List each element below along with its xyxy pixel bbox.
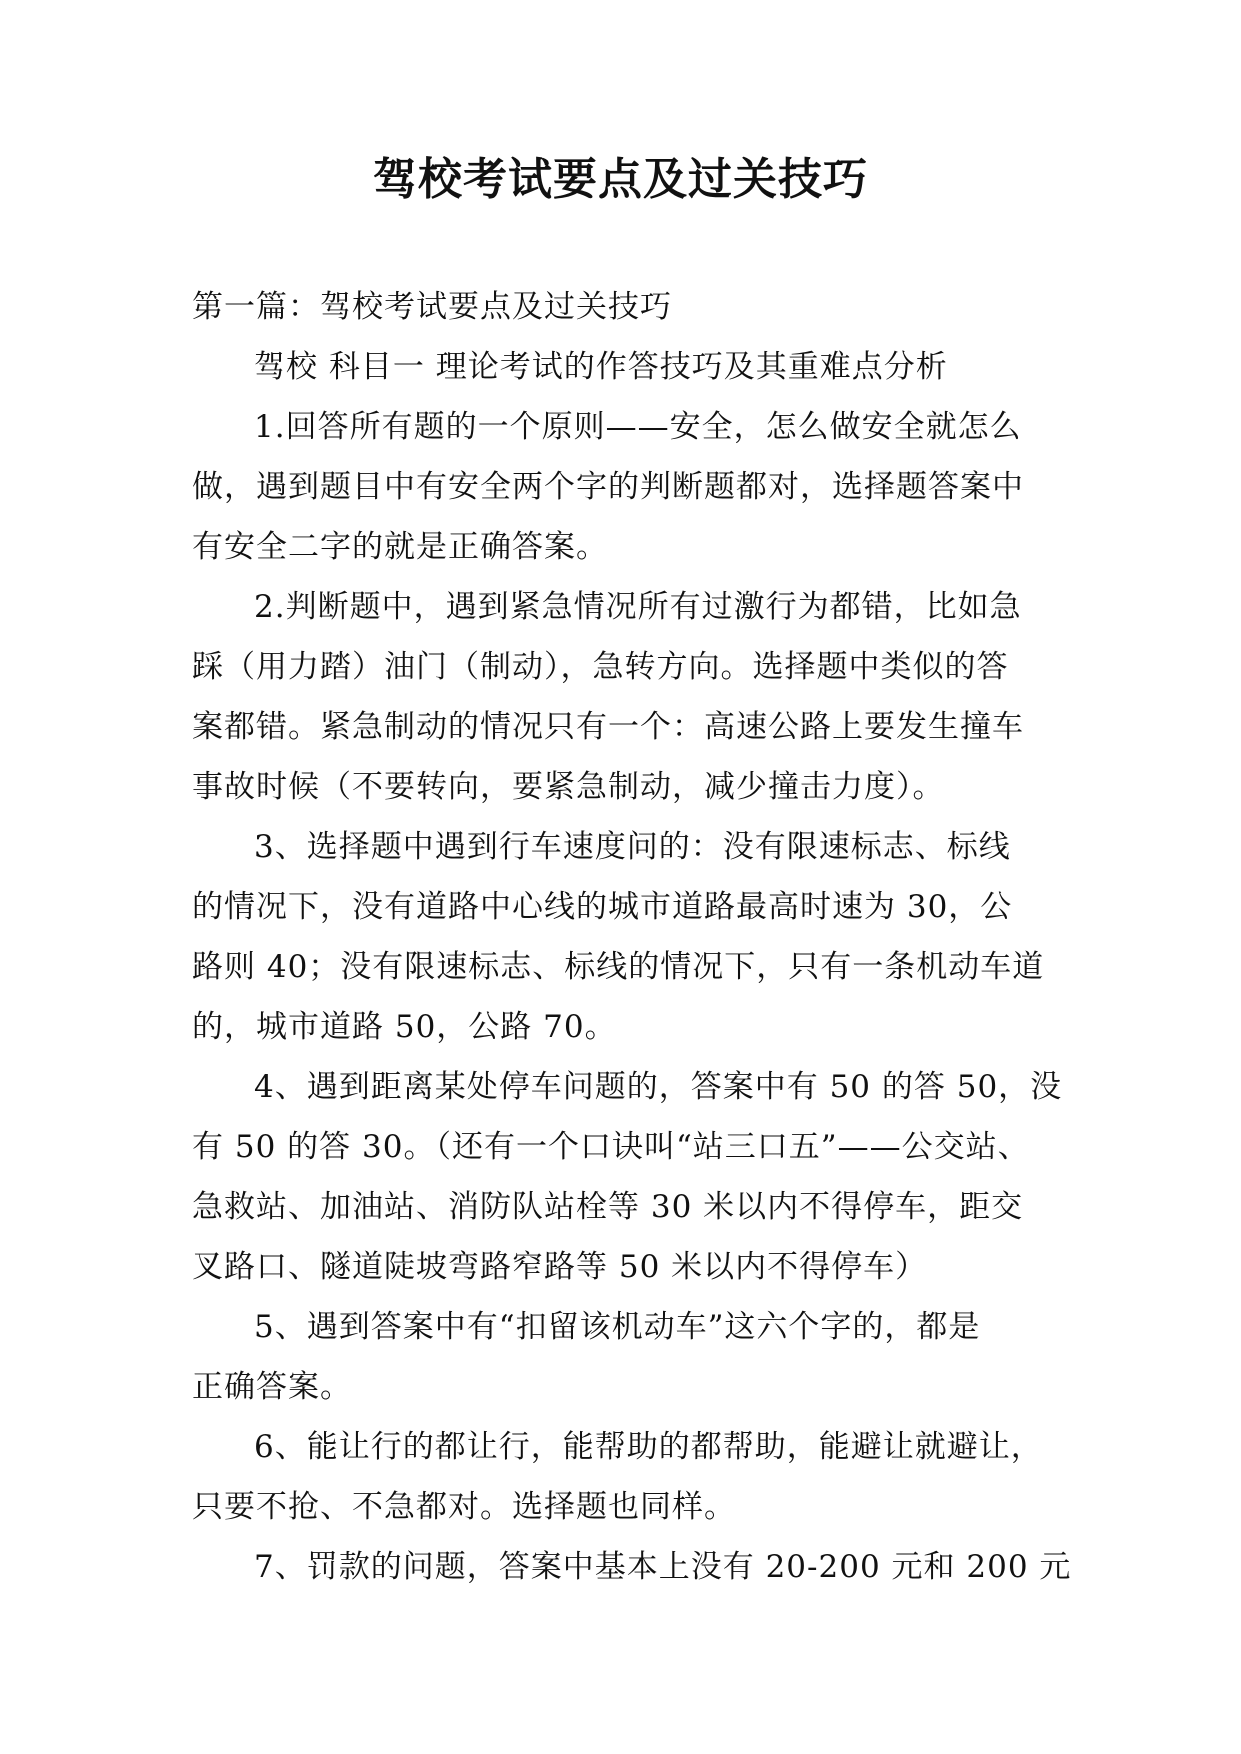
paragraph-4-line-2: 有 50 的答 30。（还有一个口诀叫“站三口五”——公交站、 [192, 1129, 1030, 1165]
paragraph-4-line-4: 叉路口、隧道陡坡弯路窄路等 50 米以内不得停车） [192, 1249, 928, 1285]
paragraph-2-line-3: 案都错。紧急制动的情况只有一个：高速公路上要发生撞车 [192, 709, 1024, 745]
paragraph-6-line-1: 6、能让行的都让行，能帮助的都帮助，能避让就避让， [254, 1429, 1043, 1465]
paragraph-7-line-1: 7、罚款的问题，答案中基本上没有 20-200 元和 200 元 [254, 1549, 1072, 1585]
paragraph-3-line-4: 的，城市道路 50，公路 70。 [192, 1009, 617, 1045]
section-heading: 第一篇：驾校考试要点及过关技巧 [192, 289, 672, 325]
subtitle-line: 驾校 科目一 理论考试的作答技巧及其重难点分析 [254, 349, 948, 385]
document-title: 驾校考试要点及过关技巧 [373, 154, 868, 205]
paragraph-6-line-2: 只要不抢、不急都对。选择题也同样。 [192, 1489, 736, 1525]
paragraph-4-line-1: 4、遇到距离某处停车问题的，答案中有 50 的答 50，没 [254, 1069, 1063, 1105]
paragraph-5-line-2: 正确答案。 [192, 1369, 352, 1405]
paragraph-1-line-3: 有安全二字的就是正确答案。 [192, 529, 608, 565]
paragraph-2-line-2: 踩（用力踏）油门（制动），急转方向。选择题中类似的答 [192, 649, 1009, 685]
paragraph-1-line-2: 做，遇到题目中有安全两个字的判断题都对，选择题答案中 [192, 469, 1024, 505]
paragraph-3-line-1: 3、选择题中遇到行车速度问的：没有限速标志、标线 [254, 829, 1011, 865]
paragraph-2-line-4: 事故时候（不要转向，要紧急制动，减少撞击力度）。 [192, 769, 945, 805]
paragraph-5-line-1: 5、遇到答案中有“扣留该机动车”这六个字的，都是 [254, 1309, 981, 1345]
document-body [192, 286, 1072, 1606]
paragraph-1-line-1: 1.回答所有题的一个原则——安全，怎么做安全就怎么 [254, 409, 1022, 445]
paragraph-2-line-1: 2.判断题中，遇到紧急情况所有过激行为都错，比如急 [254, 589, 1022, 625]
paragraph-3-line-2: 的情况下，没有道路中心线的城市道路最高时速为 30，公 [192, 889, 1013, 925]
paragraph-3-line-3: 路则 40；没有限速标志、标线的情况下，只有一条机动车道 [192, 949, 1045, 985]
paragraph-4-line-3: 急救站、加油站、消防队站栓等 30 米以内不得停车，距交 [192, 1189, 1024, 1225]
